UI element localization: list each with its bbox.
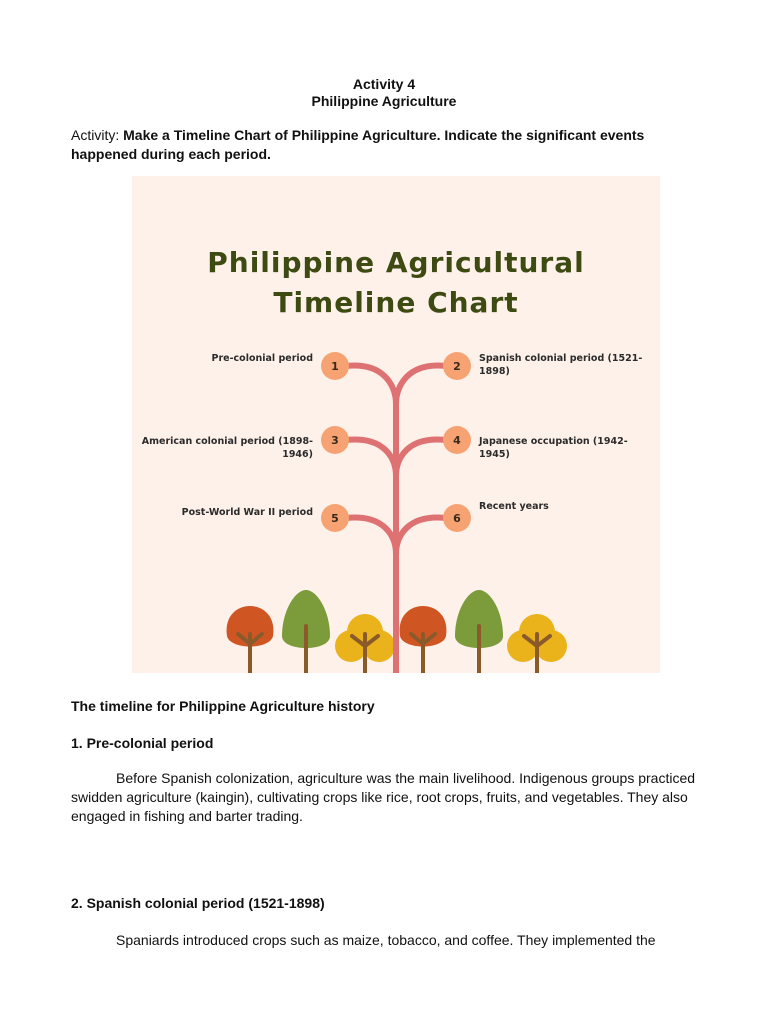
section-text-precolonial: Before Spanish colonization, agriculture was the main livelihood. Indigenous groups practiced swidden agriculture (kaingin), cultivating crops like rice, root crops, fruits, and vegetables. They also engaged in fishing and barter trading. bbox=[71, 770, 696, 824]
activity-instruction bbox=[71, 126, 701, 164]
activity-label: Activity: bbox=[71, 127, 120, 143]
node-number-5: 5 bbox=[331, 512, 339, 525]
page-title: Philippine Agriculture bbox=[311, 93, 457, 109]
node-number-2: 2 bbox=[453, 360, 461, 373]
timeline-node-6 bbox=[443, 504, 471, 532]
section-text-spanish: Spaniards introduced crops such as maize, tobacco, and coffee. They implemented the bbox=[116, 932, 656, 948]
timeline-illustration bbox=[132, 176, 660, 673]
node-label-4: Japanese occupation (1942- bbox=[479, 436, 628, 447]
node-label-3: American colonial period (1898- bbox=[141, 436, 313, 447]
timeline-node-2 bbox=[443, 352, 471, 380]
node-label-3-line2: 1946) bbox=[282, 449, 313, 460]
section-heading-spanish: 2. Spanish colonial period (1521-1898) bbox=[71, 895, 325, 911]
timeline-node-1 bbox=[321, 352, 349, 380]
node-number-4: 4 bbox=[453, 434, 461, 447]
node-label-4-line2: 1945) bbox=[479, 449, 510, 460]
timeline-heading: The timeline for Philippine Agriculture history bbox=[71, 698, 375, 714]
timeline-node-4 bbox=[443, 426, 471, 454]
node-label-5: Post-World War II period bbox=[181, 507, 313, 518]
node-number-3: 3 bbox=[331, 434, 339, 447]
timeline-node-3 bbox=[321, 426, 349, 454]
infographic-title-line1: Philippine Agricultural bbox=[207, 246, 585, 279]
branch-3 bbox=[346, 440, 396, 476]
node-label-6: Recent years bbox=[479, 501, 549, 512]
timeline-infographic bbox=[132, 176, 660, 673]
activity-number: Activity 4 bbox=[352, 76, 416, 92]
branch-5 bbox=[346, 518, 396, 554]
branch-6 bbox=[396, 518, 446, 554]
node-number-1: 1 bbox=[331, 360, 339, 373]
node-number-6: 6 bbox=[453, 512, 461, 525]
node-label-1: Pre-colonial period bbox=[211, 353, 313, 364]
activity-instruction-text: Make a Timeline Chart of Philippine Agriculture. Indicate the significant events happened during each period. bbox=[71, 127, 645, 162]
branch-2 bbox=[396, 366, 446, 404]
section-heading-precolonial: 1. Pre-colonial period bbox=[71, 735, 214, 751]
branch-1 bbox=[346, 366, 396, 404]
node-label-2: Spanish colonial period (1521- bbox=[479, 353, 643, 364]
branch-4 bbox=[396, 440, 446, 476]
infographic-title-line2: Timeline Chart bbox=[273, 286, 519, 319]
timeline-node-5 bbox=[321, 504, 349, 532]
node-label-2-line2: 1898) bbox=[479, 366, 510, 377]
